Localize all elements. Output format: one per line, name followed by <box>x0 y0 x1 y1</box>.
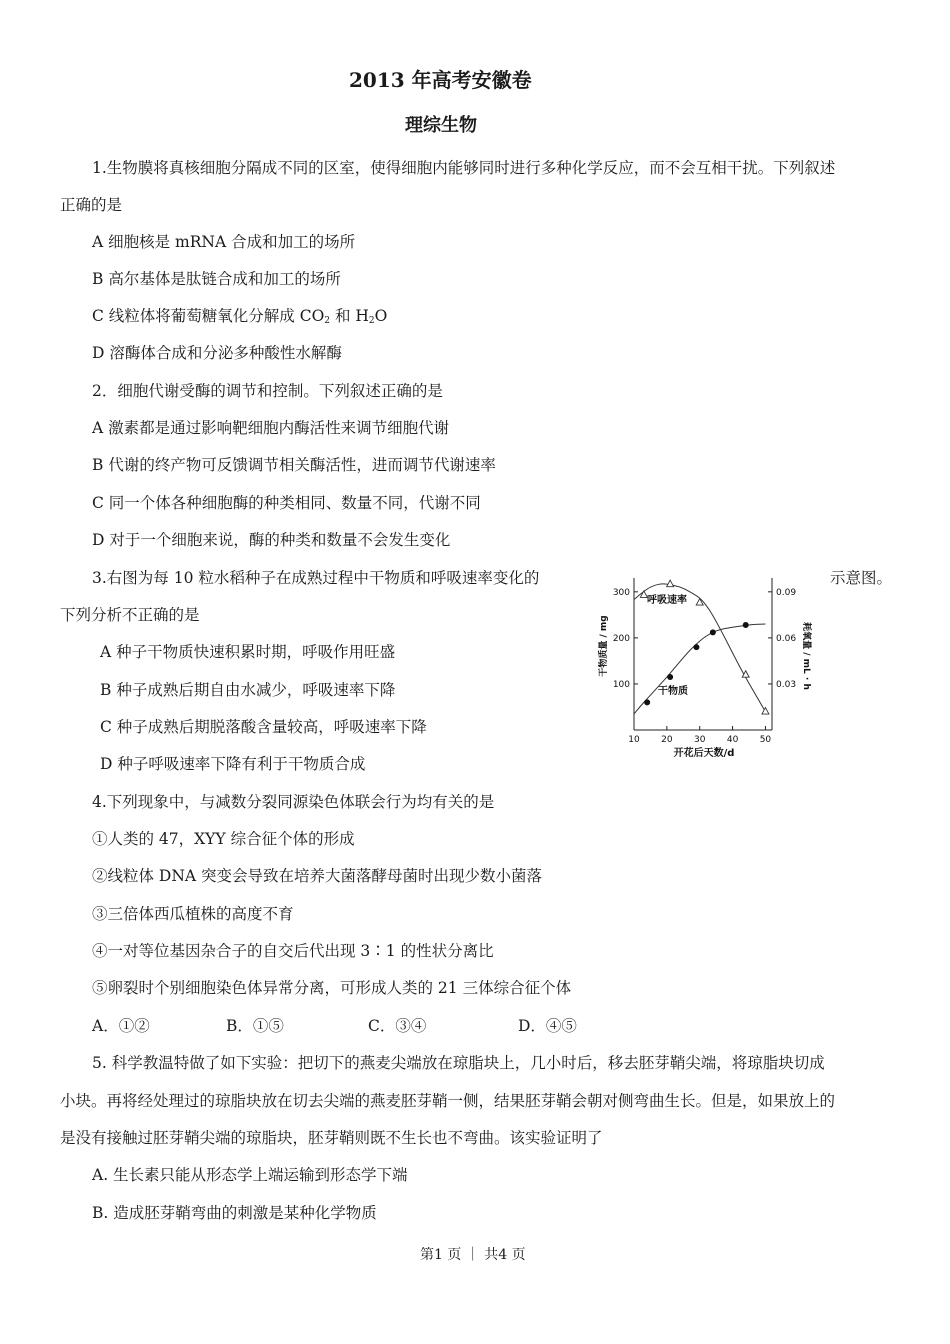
q1-option-c-end: O <box>374 307 388 325</box>
q3-option-b: B 种子成熟后期自由水减少，呼吸速率下降 <box>100 681 396 699</box>
exam-title: 2013 年高考安徽卷 <box>349 68 532 92</box>
q2-option-a: A 激素都是通过影响靶细胞内酶活性来调节细胞代谢 <box>92 419 450 437</box>
chart-x-tick-label: 10 <box>628 735 640 745</box>
chart-y-left-tick-label: 300 <box>612 587 630 598</box>
chart-series-label-respiration: 呼吸速率 <box>647 595 687 606</box>
chart-series-line-dry-matter <box>634 624 765 714</box>
chart-y-right-label: 耗氧量 / mL · h <box>801 622 811 690</box>
q3-stem-part2: 示意图。 <box>830 569 893 587</box>
q4-item-2: ②线粒体 DNA 突变会导致在培养大菌落酵母菌时出现少数小菌落 <box>92 867 543 885</box>
chart-series-label-dry-matter: 干物质 <box>658 686 688 697</box>
chart-point-dry-matter <box>693 644 699 650</box>
q2-stem: 2．细胞代谢受酶的调节和控制。下列叙述正确的是 <box>92 382 443 400</box>
chart-y-left-tick-label: 100 <box>612 679 630 690</box>
q3-stem-line2: 下列分析不正确的是 <box>60 606 200 624</box>
q4-option-c: C．③④ <box>368 1017 427 1035</box>
chart-point-respiration <box>762 708 769 715</box>
q5-stem-line3: 是没有接触过胚芽鞘尖端的琼脂块，胚芽鞘则既不生长也不弯曲。该实验证明了 <box>60 1129 603 1147</box>
q5-option-b: B. 造成胚芽鞘弯曲的刺激是某种化学物质 <box>92 1204 377 1222</box>
seed-maturation-chart <box>592 566 820 762</box>
chart-point-dry-matter <box>743 622 749 628</box>
q2-option-c: C 同一个体各种细胞酶的种类相同、数量不同，代谢不同 <box>92 494 481 512</box>
q4-item-4: ④一对等位基因杂合子的自交后代出现 3∶1 的性状分离比 <box>92 942 494 960</box>
q1-option-d: D 溶酶体合成和分泌多种酸性水解酶 <box>92 344 342 362</box>
q1-option-c-mid: 和 H <box>330 307 369 325</box>
q1-option-c-sub2: 2 <box>368 316 375 326</box>
q1-option-c-sub1: 2 <box>324 316 331 326</box>
chart-y-left-tick-label: 200 <box>612 633 630 644</box>
chart-point-respiration <box>667 580 674 587</box>
q5-stem-line2: 小块。再将经处理过的琼脂块放在切去尖端的燕麦胚芽鞘一侧，结果胚芽鞘会朝对侧弯曲生长。但是，如果放上的 <box>60 1092 836 1110</box>
q1-option-c <box>92 304 387 326</box>
q3-option-a: A 种子干物质快速积累时期，呼吸作用旺盛 <box>100 643 396 661</box>
chart-point-dry-matter <box>644 699 650 705</box>
chart-x-axis-label: 开花后天数/d <box>673 748 735 759</box>
q4-item-5: ⑤卵裂时个别细胞染色体异常分离，可形成人类的 21 三体综合征个体 <box>92 979 572 997</box>
chart-y-left-label: 干物质量 / mg <box>599 615 609 677</box>
q4-stem: 4.下列现象中，与减数分裂同源染色体联会行为均有关的是 <box>92 793 495 811</box>
q2-option-b: B 代谢的终产物可反馈调节相关酶活性，进而调节代谢速率 <box>92 456 496 474</box>
q5-stem-line1: 5. 科学教温特做了如下实验：把切下的燕麦尖端放在琼脂块上，几小时后，移去胚芽鞘尖端，将琼脂块切成 <box>92 1054 825 1072</box>
q1-option-b: B 高尔基体是肽链合成和加工的场所 <box>92 270 341 288</box>
q1-option-c-text: C 线粒体将葡萄糖氧化分解成 CO <box>92 307 325 325</box>
chart-point-dry-matter <box>667 674 673 680</box>
q1-option-a: A 细胞核是 mRNA 合成和加工的场所 <box>92 233 356 251</box>
chart-x-tick-label: 50 <box>759 735 772 745</box>
chart-x-tick-label: 20 <box>661 735 673 745</box>
chart-point-dry-matter <box>710 629 716 635</box>
q4-option-d: D．④⑤ <box>518 1017 577 1035</box>
chart-y-right-tick-label: 0.03 <box>776 679 797 690</box>
q1-stem-line1: 1.生物膜将真核细胞分隔成不同的区室，使得细胞内能够同时进行多种化学反应，而不会互相干扰。下列叙述 <box>92 159 836 177</box>
q5-option-a: A. 生长素只能从形态学上端运输到形态学下端 <box>92 1166 408 1184</box>
chart-x-tick-label: 30 <box>693 735 706 745</box>
q2-option-d: D 对于一个细胞来说，酶的种类和数量不会发生变化 <box>92 531 451 549</box>
q3-option-c: C 种子成熟后期脱落酸含量较高，呼吸速率下降 <box>100 718 427 736</box>
q4-item-3: ③三倍体西瓜植株的高度不育 <box>92 905 294 923</box>
chart-ticks <box>613 588 797 745</box>
chart-point-respiration <box>696 599 703 606</box>
q4-option-b: B．①⑤ <box>226 1017 284 1035</box>
q3-stem-part1: 3.右图为每 10 粒水稻种子在成熟过程中干物质和呼吸速率变化的 <box>92 569 540 587</box>
q4-item-1: ①人类的 47，XYY 综合征个体的形成 <box>92 830 355 848</box>
q3-option-d: D 种子呼吸速率下降有利于干物质合成 <box>100 755 366 773</box>
q1-stem-line2: 正确的是 <box>60 196 123 214</box>
exam-subtitle: 理综生物 <box>405 115 477 136</box>
chart-x-tick-label: 40 <box>726 735 739 745</box>
chart-y-right-tick-label: 0.06 <box>776 633 797 644</box>
chart-y-right-tick-label: 0.09 <box>776 587 797 598</box>
page-footer: 第1 页 ｜ 共4 页 <box>420 1247 526 1263</box>
q4-option-a: A．①② <box>92 1017 150 1035</box>
